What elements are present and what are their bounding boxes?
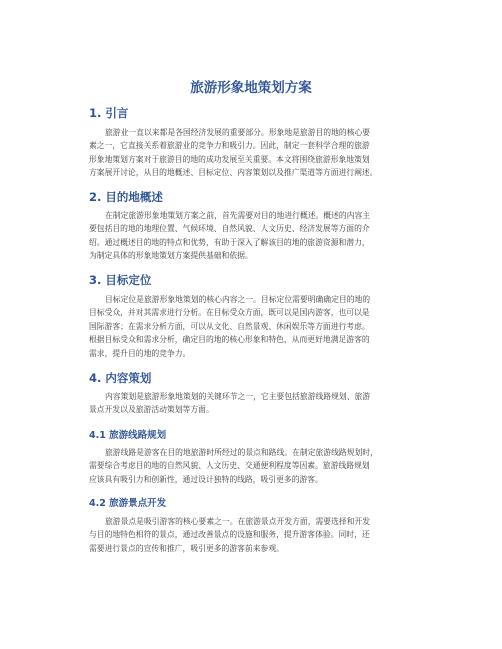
text-line: 旅游景点是吸引游客的核心要素之一。在旅游景点开发方面，需要选择和开发 xyxy=(105,517,371,526)
text-line: 在制定旅游形象地策划方案之前，首先需要对目的地进行概述。概述的内容主 xyxy=(105,211,371,220)
text-line: 需要综合考虑目的地的自然风貌、人文历史、交通便利程度等因素。旅游线路规划 xyxy=(89,461,370,471)
text-line: 形象地策划方案对于旅游目的地的成功发展至关重要。本文将围绕旅游形象地策划 xyxy=(89,154,370,164)
subsection-body-route-planning xyxy=(89,446,420,486)
section-heading-target-positioning: 3. 目标定位 xyxy=(89,273,152,287)
text-line: 国际游客；在需求分析方面，可以从文化、自然景观、休闲娱乐等方面进行考虑。 xyxy=(89,321,370,331)
text-line: 素之一，它直接关系着旅游业的竞争力和吸引力。因此，制定一套科学合理的旅游 xyxy=(89,141,370,151)
section-body-destination-overview xyxy=(89,209,420,263)
subsection-heading-route-planning: 4.1 旅游线路规划 xyxy=(89,430,167,441)
text-line: 根据目标受众和需求分析，确定目的地的核心形象和特色，从而更好地满足游客的 xyxy=(89,335,370,345)
text-line: 目标定位是旅游形象地策划的核心内容之一。目标定位需要明确确定目的地的 xyxy=(105,295,371,304)
text-line: 内容策划是旅游形象地策划的关键环节之一，它主要包括旅游线路规划、旅游 xyxy=(105,392,371,401)
text-line: 旅游业一直以来都是各国经济发展的重要部分。形象地是旅游目的地的核心要 xyxy=(105,128,371,137)
text-line: 目标受众，并对其需求进行分析。在目标受众方面，既可以是国内游客，也可以是 xyxy=(89,308,370,318)
subsection-body-attraction-development xyxy=(89,515,420,555)
text-line: 方案展开讨论，从目的地概述、目标定位、内容策划以及推广渠道等方面进行阐述。 xyxy=(89,168,378,178)
document-title: 旅游形象地策划方案 xyxy=(190,80,312,96)
section-heading-content-planning: 4. 内容策划 xyxy=(89,371,152,385)
text-line: 与目的地特色相符的景点，通过改善景点的设施和服务，提升游客体验。同时，还 xyxy=(89,530,370,540)
section-heading-destination-overview: 2. 目的地概述 xyxy=(89,190,163,204)
section-body-content-planning xyxy=(89,390,420,417)
text-line: 需要进行景点的宣传和推广，吸引更多的游客前来参观。 xyxy=(89,543,284,553)
text-line: 景点开发以及旅游活动策划等方面。 xyxy=(89,405,214,415)
section-body-introduction xyxy=(89,126,420,180)
subsection-heading-attraction-development: 4.2 旅游景点开发 xyxy=(89,498,167,509)
section-body-target-positioning xyxy=(89,293,420,360)
text-line: 为制定具体的形象地策划方案提供基础和依据。 xyxy=(89,251,253,261)
text-line: 应该具有吸引力和创新性，通过设计独特的线路，吸引更多的游客。 xyxy=(89,474,323,484)
section-heading-introduction: 1. 引言 xyxy=(89,106,129,120)
text-line: 绍。通过概述目的地的特点和优势，有助于深入了解该目的地的旅游资源和潜力， xyxy=(89,237,370,247)
text-line: 要包括目的地的地理位置、气候环境、自然风貌、人文历史、经济发展等方面的介 xyxy=(89,224,370,234)
text-line: 旅游线路是游客在目的地旅游时所经过的景点和路线。在制定旅游线路规划时， xyxy=(105,448,378,457)
text-line: 需求，提升目的地的竞争力。 xyxy=(89,348,191,358)
